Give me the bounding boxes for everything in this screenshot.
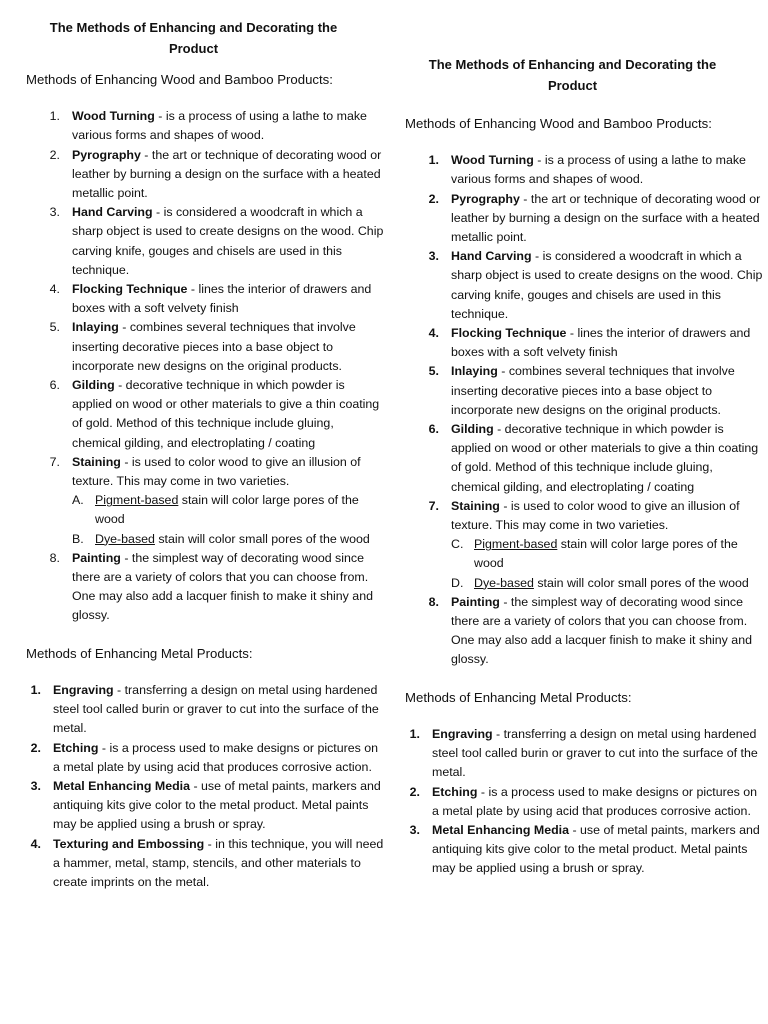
right-column xyxy=(405,0,765,879)
list-item: 8. Painting - the simplest way of decorating wood since there are a variety of colors that you can choose from. One may also add a lacquer finish to make it shiny and glossy. xyxy=(49,550,373,623)
list-item: 1. Wood Turning - is a process of using a lathe to make various forms and shapes of wood. xyxy=(428,153,746,187)
list-item: 2. Pyrography - the art or technique of decorating wood or leather by burning a design on the surface with a heated metallic point. xyxy=(49,147,382,201)
list-item: 3. Metal Enhancing Media - use of metal paints, markers and antiquing kits give color to the metal product. Metal paints may be applied using a brush or spray. xyxy=(409,822,760,876)
list-item: 1. Engraving - transferring a design on metal using hardened steel tool called burin or graver to cut into the surface of the metal. xyxy=(30,682,379,736)
list-item: 2. Pyrography - the art or technique of decorating wood or leather by burning a design on the surface with a heated metallic point. xyxy=(428,191,761,245)
list-item: 4. Flocking Technique - lines the interior of drawers and boxes with a soft velvety finish xyxy=(49,282,372,316)
stain-varieties-list xyxy=(72,491,386,549)
list-item: 5. Inlaying - combines several techniques that involve inserting decorative pieces into a base object to incorporate new designs on the original products. xyxy=(49,320,356,373)
wood-methods-list-copy xyxy=(405,151,765,669)
list-item: A. Pigment-based stain will color large pores of the wood xyxy=(72,493,359,527)
wood-section-heading: Methods of Enhancing Wood and Bamboo Products: xyxy=(26,72,333,87)
list-item: 7. Staining - is used to color wood to give an illusion of texture. This may come in two varieties. A. Pigment-based stain will color large pores of the wood B. Dye-based stain will color small pores of the wood xyxy=(26,453,386,549)
list-item: 4. Texturing and Embossing - in this technique, you will need a hammer, metal, stamp, stencils, and other materials to create imprints on the metal. xyxy=(30,836,384,889)
list-item: 1. Wood Turning - is a process of using a lathe to make various forms and shapes of wood. xyxy=(49,109,367,143)
metal-section-heading-copy: Methods of Enhancing Metal Products: xyxy=(405,689,632,705)
list-item: 5. Inlaying - combines several techniques that involve inserting decorative pieces into a base object to incorporate new designs on the original products. xyxy=(428,364,735,417)
list-item: C. Pigment-based stain will color large pores of the wood xyxy=(451,537,738,571)
page-title: The Methods of Enhancing and Decorating the Product xyxy=(49,20,338,56)
list-item: 6. Gilding - decorative technique in which powder is applied on wood or other materials to give a thin coating of gold. Method of this technique include gluing, chemical gilding, and electroplating / coating xyxy=(49,378,380,450)
left-column xyxy=(26,0,386,892)
metal-methods-list xyxy=(26,681,386,892)
list-item: D. Dye-based stain will color small pores of the wood xyxy=(451,575,749,590)
wood-section-heading-copy: Methods of Enhancing Wood and Bamboo Products: xyxy=(405,116,712,131)
list-item: 2. Etching - is a process used to make designs or pictures on a metal plate by using acid that produces corrosive action. xyxy=(30,740,379,774)
list-item: 6. Gilding - decorative technique in which powder is applied on wood or other materials to give a thin coating of gold. Method of this technique include gluing, chemical gilding, and electroplating / coating xyxy=(428,422,759,494)
list-item: 4. Flocking Technique - lines the interior of drawers and boxes with a soft velvety finish xyxy=(428,326,751,360)
list-item: 3. Hand Carving - is considered a woodcraft in which a sharp object is used to create designs on the wood. Chip carving knife, gouges and chisels are used in this technique. xyxy=(49,205,384,277)
stain-varieties-list-copy xyxy=(451,535,765,593)
list-item: 3. Metal Enhancing Media - use of metal paints, markers and antiquing kits give color to the metal product. Metal paints may be applied using a brush or spray. xyxy=(30,778,381,832)
metal-section-heading: Methods of Enhancing Metal Products: xyxy=(26,645,253,661)
list-item: 1. Engraving - transferring a design on metal using hardened steel tool called burin or graver to cut into the surface of the metal. xyxy=(409,726,758,780)
wood-methods-list xyxy=(26,107,386,625)
list-item: B. Dye-based stain will color small pores of the wood xyxy=(72,531,370,546)
page-title-copy: The Methods of Enhancing and Decorating the Product xyxy=(428,57,717,93)
list-item: 8. Painting - the simplest way of decorating wood since there are a variety of colors that you can choose from. One may also add a lacquer finish to make it shiny and glossy. xyxy=(428,594,752,667)
metal-methods-list-copy xyxy=(405,725,765,879)
list-item: 7. Staining - is used to color wood to give an illusion of texture. This may come in two varieties. C. Pigment-based stain will color large pores of the wood D. Dye-based stain will color small pores of the wood xyxy=(405,497,765,593)
list-item: 3. Hand Carving - is considered a woodcraft in which a sharp object is used to create designs on the wood. Chip carving knife, gouges and chisels are used in this technique. xyxy=(428,249,763,321)
list-item: 2. Etching - is a process used to make designs or pictures on a metal plate by using acid that produces corrosive action. xyxy=(409,784,758,818)
